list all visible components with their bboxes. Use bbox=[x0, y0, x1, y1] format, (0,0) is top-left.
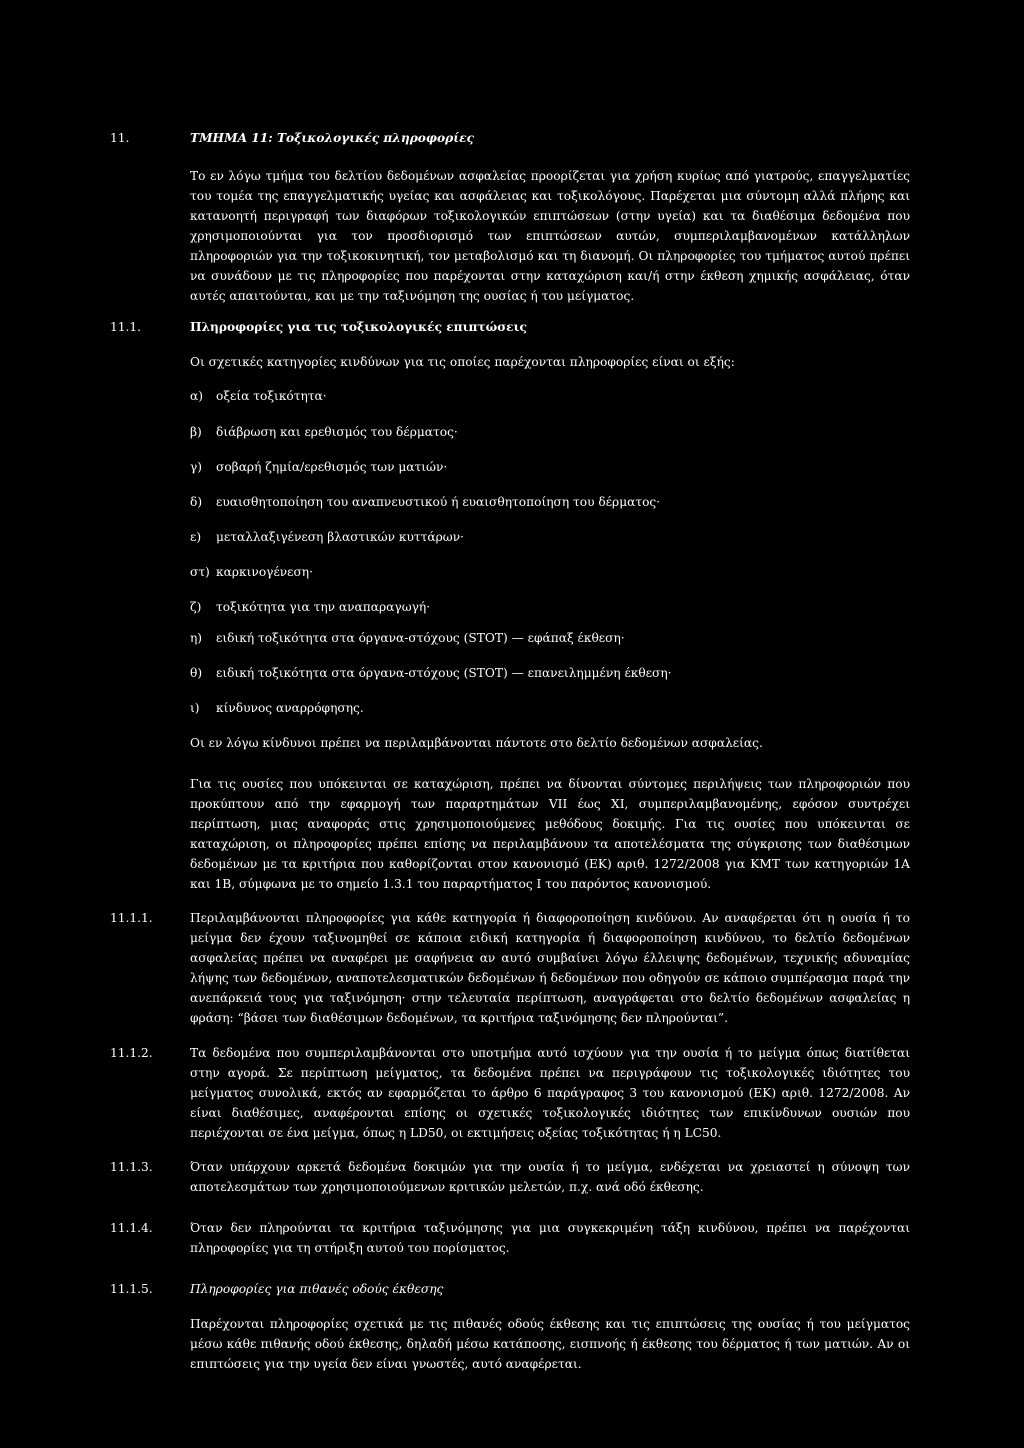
list-item-label: η) bbox=[190, 631, 203, 645]
list-item-label: ι) bbox=[190, 701, 200, 715]
subsection-11-1-5-number: 11.1.5. bbox=[110, 1282, 153, 1296]
subsection-11-1-4-number: 11.1.4. bbox=[110, 1221, 153, 1235]
subsection-11-1-heading bbox=[110, 317, 910, 339]
list-item bbox=[190, 422, 458, 442]
list-item-text: ευαισθητοποίηση του αναπνευστικού ή ευαισθητοποίηση του δέρματος· bbox=[216, 495, 661, 509]
list-item bbox=[190, 628, 625, 648]
list-item bbox=[190, 698, 364, 718]
subsection-11-1-2-text: Τα δεδομένα που συμπεριλαμβάνονται στο υποτμήμα αυτό ισχύουν για την ουσία ή το μείγμα όπως διατίθεται στην αγορά. Σε περίπτωση μείγματος, τα δεδομένα πρέπει να περιγράφουν τις τοξικολογικές ιδιότητες του μείγματος συνολικά, εκτός αν εφαρμόζεται το άρθρο 6 παράγραφος 3 του κανονισμού (ΕΚ) αριθ. 1272/2008. Αν είναι διαθέσιμες, αναφέρονται επίσης οι σχετικές τοξικολογικές ιδιότητες των επικίνδυνων ουσιών που περιέχονται σε ένα μείγμα, όπως η LD50, οι εκτιμήσεις οξείας τοξικότητας ή η LC50. bbox=[190, 1046, 910, 1140]
list-item bbox=[190, 562, 313, 582]
registration-paragraph: Για τις ουσίες που υπόκεινται σε καταχώριση, πρέπει να δίνονται σύντομες περιλήψεις των πληροφοριών που προκύπτουν από την εφαρμογή των παραρτημάτων VII έως XI, συμπεριλαμβανομένης, εφόσον συντρέχει περίπτωση, μιας αναφοράς στις χρησιμοποιούμενες μεθόδους δοκιμής. Για τις ουσίες που υπόκεινται σε καταχώριση, οι πληροφορίες πρέπει επίσης να περιλαμβάνουν τα αποτελέσματα της σύγκρισης των διαθέσιμων δεδομένων με τα κριτήρια που καθορίζονται στον κανονισμό (ΕΚ) αριθ. 1272/2008 για ΚΜΤ των κατηγοριών 1Α και 1Β, σύμφωνα με το σημείο 1.3.1 του παραρτήματος I του παρόντος κανονισμού. bbox=[190, 777, 910, 891]
subsection-11-1-5-text: Παρέχονται πληροφορίες σχετικά με τις πιθανές οδούς έκθεσης και τις επιπτώσεις της ουσίας ή του μείγματος μέσω κάθε πιθανής οδού έκθεσης, δηλαδή μέσω κατάποσης, εισπνοής ή έκθεσης του δέρματος ή των ματιών. Αν οι επιπτώσεις για την υγεία δεν είναι γνωστές, αυτό αναφέρεται. bbox=[190, 1317, 910, 1371]
list-item bbox=[190, 492, 660, 512]
list-item-label: ε) bbox=[190, 530, 202, 544]
subsection-11-1-1-text: Περιλαμβάνονται πληροφορίες για κάθε κατηγορία ή διαφοροποίηση κινδύνου. Αν αναφέρεται ότι η ουσία ή το μείγμα δεν έχουν ταξινομηθεί σε κάποια ειδική κατηγορία ή διαφοροποίηση κινδύνου, το δελτίο δεδομένων ασφαλείας πρέπει να αναφέρει με σαφήνεια αν αυτό συμβαίνει λόγω έλλειψης δεδομένων, τεχνικής αδυναμίας λήψης των δεδομένων, αναποτελεσματικών δεδομένων ή δεδομένων που οδηγούν σε κάποιο συμπέρασμα παρά την ανεπάρκειά τους για ταξινόμηση· στην τελευταία περίπτωση, αναγράφεται στο δελτίο δεδομένων ασφαλείας η φράση: “βάσει των διαθέσιμων δεδομένων, τα κριτήρια ταξινόμησης δεν πληρούνται”. bbox=[190, 911, 910, 1025]
subsection-11-1-3-number: 11.1.3. bbox=[110, 1160, 153, 1174]
list-item-label: β) bbox=[190, 425, 202, 439]
subsection-11-1-5-heading bbox=[110, 1279, 910, 1301]
list-item-label: α) bbox=[190, 389, 203, 403]
list-item-label: δ) bbox=[190, 495, 203, 509]
hazard-classes-lead: Οι σχετικές κατηγορίες κινδύνων για τις οποίες παρέχονται πληροφορίες είναι οι εξής: bbox=[190, 355, 735, 369]
list-item-text: τοξικότητα για την αναπαραγωγή· bbox=[216, 600, 431, 614]
section-number: 11. bbox=[110, 131, 130, 145]
subsection-11-1-3-text: Όταν υπάρχουν αρκετά δεδομένα δοκιμών για την ουσία ή το μείγμα, ενδέχεται να χρειαστεί η σύνοψη των αποτελεσμάτων των χρησιμοποιούμενων κριτικών μελετών, π.χ. ανά οδό έκθεσης. bbox=[190, 1160, 910, 1194]
hazard-classes-note: Οι εν λόγω κίνδυνοι πρέπει να περιλαμβάνονται πάντοτε στο δελτίο δεδομένων ασφαλείας. bbox=[190, 736, 763, 750]
list-item-text: ειδική τοξικότητα στα όργανα-στόχους (STOT) — επανειλημμένη έκθεση· bbox=[216, 666, 672, 680]
subsection-11-1-1-number: 11.1.1. bbox=[110, 911, 153, 925]
section-title: ΤΜΗΜΑ 11: Τοξικολογικές πληροφορίες bbox=[190, 131, 474, 145]
list-item-text: διάβρωση και ερεθισμός του δέρματος· bbox=[216, 425, 458, 439]
list-item-text: ειδική τοξικότητα στα όργανα-στόχους (STOT) — εφάπαξ έκθεση· bbox=[216, 631, 625, 645]
list-item-text: οξεία τοξικότητα· bbox=[216, 389, 327, 403]
list-item-text: σοβαρή ζημία/ερεθισμός των ματιών· bbox=[216, 460, 448, 474]
list-item-text: μεταλλαξιγένεση βλαστικών κυττάρων· bbox=[216, 530, 464, 544]
section-heading bbox=[110, 128, 910, 150]
subsection-11-1-number: 11.1. bbox=[110, 320, 142, 334]
list-item bbox=[190, 527, 464, 547]
list-item-text: καρκινογένεση· bbox=[216, 565, 313, 579]
list-item-label: στ) bbox=[190, 565, 210, 579]
list-item-label: θ) bbox=[190, 666, 203, 680]
list-item bbox=[190, 386, 327, 406]
subsection-11-1-2-number: 11.1.2. bbox=[110, 1046, 153, 1060]
list-item-text: κίνδυνος αναρρόφησης. bbox=[216, 701, 364, 715]
list-item bbox=[190, 597, 430, 617]
list-item bbox=[190, 457, 447, 477]
list-item bbox=[190, 663, 672, 683]
subsection-11-1-5-title: Πληροφορίες για πιθανές οδούς έκθεσης bbox=[190, 1282, 444, 1296]
list-item-label: γ) bbox=[190, 460, 203, 474]
list-item-label: ζ) bbox=[190, 600, 202, 614]
subsection-11-1-4-text: Όταν δεν πληρούνται τα κριτήρια ταξινόμησης για μια συγκεκριμένη τάξη κινδύνου, πρέπει να παρέχονται πληροφορίες για τη στήριξη αυτού του πορίσματος. bbox=[190, 1221, 910, 1255]
section-intro: Το εν λόγω τμήμα του δελτίου δεδομένων ασφαλείας προορίζεται για χρήση κυρίως από γιατρούς, επαγγελματίες του τομέα της επαγγελματικής υγείας και ασφάλειας και τοξικολόγους. Παρέχεται μια σύντομη αλλά πλήρης και κατανοητή περιγραφή των διαφόρων τοξικολογικών επιπτώσεων (στην υγεία) και τα διαθέσιμα δεδομένα που χρησιμοποιούνται για τον προσδιορισμό των επιπτώσεων αυτών, συμπεριλαμβανομένων κατάλληλων πληροφοριών για την τοξικοκινητική, τον μεταβολισμό και τη διανομή. Οι πληροφορίες του τμήματος αυτού πρέπει να συνάδουν με τις πληροφορίες που παρέχονται στην καταχώριση και/ή στην έκθεση χημικής ασφάλειας, όταν αυτές απαιτούνται, και με την ταξινόμηση της ουσίας ή του μείγματος. bbox=[190, 169, 910, 303]
subsection-11-1-title: Πληροφορίες για τις τοξικολογικές επιπτώσεις bbox=[190, 320, 527, 334]
